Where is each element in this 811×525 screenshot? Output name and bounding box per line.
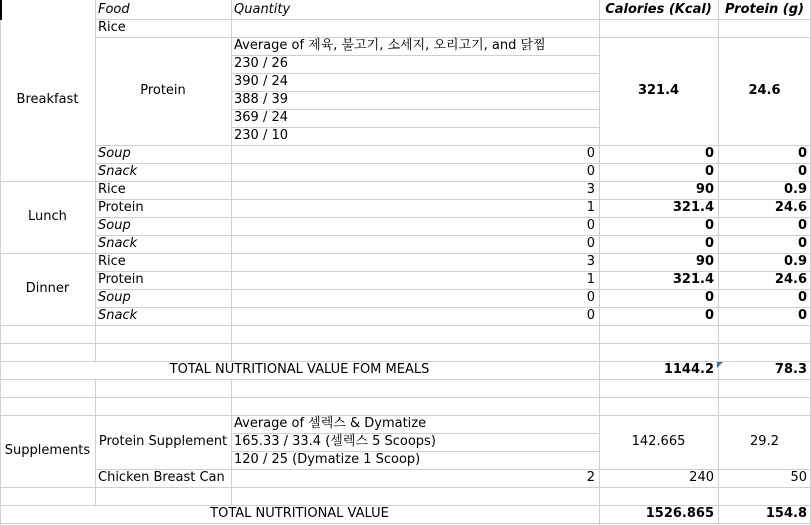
breakfast-protein-item[interactable]: 390 / 24 bbox=[234, 74, 288, 89]
breakfast-snack-qty[interactable]: 0 bbox=[586, 164, 595, 179]
gridline bbox=[0, 397, 811, 398]
lunch-protein-protein[interactable]: 24.6 bbox=[774, 200, 807, 215]
dinner-protein-protein[interactable]: 24.6 bbox=[774, 272, 807, 287]
dinner-soup-qty[interactable]: 0 bbox=[586, 290, 595, 305]
text-cursor bbox=[0, 0, 2, 20]
lunch-label[interactable]: Lunch bbox=[28, 209, 67, 224]
protein-supplement-line[interactable]: 165.33 / 33.4 (셀렉스 5 Scoops) bbox=[234, 434, 436, 449]
protein-supplement[interactable]: Protein Supplement bbox=[98, 434, 228, 449]
lunch-soup-protein[interactable]: 0 bbox=[797, 218, 807, 233]
dinner-snack-protein[interactable]: 0 bbox=[797, 308, 807, 323]
breakfast-protein-grams[interactable]: 24.6 bbox=[748, 83, 781, 98]
supplements-label[interactable]: Supplements bbox=[4, 443, 91, 458]
dinner-protein[interactable]: Protein bbox=[98, 272, 144, 287]
breakfast-protein-item[interactable]: 369 / 24 bbox=[234, 110, 288, 125]
lunch-snack-qty[interactable]: 0 bbox=[586, 236, 595, 251]
lunch-rice[interactable]: Rice bbox=[98, 182, 126, 197]
breakfast-protein-calories[interactable]: 321.4 bbox=[637, 83, 680, 98]
breakfast-snack-protein[interactable]: 0 bbox=[797, 164, 807, 179]
lunch-protein-qty[interactable]: 1 bbox=[586, 200, 595, 215]
lunch-soup-qty[interactable]: 0 bbox=[586, 218, 595, 233]
lunch-soup-calories[interactable]: 0 bbox=[704, 218, 714, 233]
protein-supplement-line[interactable]: 120 / 25 (Dymatize 1 Scoop) bbox=[234, 452, 421, 467]
breakfast-protein-item[interactable]: 388 / 39 bbox=[234, 92, 288, 107]
gridline bbox=[0, 379, 811, 380]
dinner-soup-protein[interactable]: 0 bbox=[797, 290, 807, 305]
grand-total-label[interactable]: TOTAL NUTRITIONAL VALUE bbox=[210, 506, 389, 521]
meals-total-label[interactable]: TOTAL NUTRITIONAL VALUE FOM MEALS bbox=[169, 362, 430, 377]
breakfast-soup-calories[interactable]: 0 bbox=[704, 146, 714, 161]
chicken-breast-can-protein[interactable]: 50 bbox=[790, 470, 807, 485]
breakfast-protein-label[interactable]: Protein bbox=[140, 83, 186, 98]
breakfast-protein-item[interactable]: 230 / 10 bbox=[234, 128, 288, 143]
breakfast-soup[interactable]: Soup bbox=[98, 146, 131, 161]
dinner-label[interactable]: Dinner bbox=[25, 281, 70, 296]
gridline bbox=[0, 325, 811, 326]
gridline bbox=[0, 343, 811, 344]
dinner-soup[interactable]: Soup bbox=[98, 290, 131, 305]
gridline bbox=[0, 487, 811, 488]
dinner-rice-calories[interactable]: 90 bbox=[695, 254, 714, 269]
header-food[interactable]: Food bbox=[98, 2, 130, 17]
chicken-breast-can-qty[interactable]: 2 bbox=[586, 470, 595, 485]
lunch-snack-protein[interactable]: 0 bbox=[797, 236, 807, 251]
gridline bbox=[0, 523, 811, 524]
protein-supplement-calories[interactable]: 142.665 bbox=[631, 434, 686, 449]
dinner-rice-qty[interactable]: 3 bbox=[586, 254, 595, 269]
dinner-soup-calories[interactable]: 0 bbox=[704, 290, 714, 305]
header-protein[interactable]: Protein (g) bbox=[725, 2, 804, 17]
dinner-protein-calories[interactable]: 321.4 bbox=[672, 272, 714, 287]
lunch-rice-qty[interactable]: 3 bbox=[586, 182, 595, 197]
chicken-breast-can-calories[interactable]: 240 bbox=[689, 470, 714, 485]
dinner-rice-protein[interactable]: 0.9 bbox=[783, 254, 807, 269]
breakfast-rice[interactable]: Rice bbox=[98, 20, 126, 35]
lunch-rice-protein[interactable]: 0.9 bbox=[783, 182, 807, 197]
protein-supplement-protein[interactable]: 29.2 bbox=[750, 434, 779, 449]
breakfast-protein-item[interactable]: 230 / 26 bbox=[234, 56, 288, 71]
dinner-snack-qty[interactable]: 0 bbox=[586, 308, 595, 323]
breakfast-snack-calories[interactable]: 0 bbox=[704, 164, 714, 179]
comment-marker-icon[interactable] bbox=[717, 362, 723, 368]
lunch-snack[interactable]: Snack bbox=[98, 236, 138, 251]
breakfast-snack[interactable]: Snack bbox=[98, 164, 138, 179]
lunch-protein[interactable]: Protein bbox=[98, 200, 144, 215]
header-calories[interactable]: Calories (Kcal) bbox=[605, 2, 712, 17]
meals-total-calories[interactable]: 1144.2 bbox=[663, 362, 714, 377]
dinner-rice[interactable]: Rice bbox=[98, 254, 126, 269]
header-quantity[interactable]: Quantity bbox=[234, 2, 291, 17]
dinner-snack-calories[interactable]: 0 bbox=[704, 308, 714, 323]
lunch-rice-calories[interactable]: 90 bbox=[695, 182, 714, 197]
dinner-protein-qty[interactable]: 1 bbox=[586, 272, 595, 287]
dinner-snack[interactable]: Snack bbox=[98, 308, 138, 323]
chicken-breast-can[interactable]: Chicken Breast Can bbox=[98, 470, 225, 485]
breakfast-soup-protein[interactable]: 0 bbox=[797, 146, 807, 161]
lunch-protein-calories[interactable]: 321.4 bbox=[672, 200, 714, 215]
lunch-soup[interactable]: Soup bbox=[98, 218, 131, 233]
protein-supplement-average[interactable]: Average of 셀렉스 & Dymatize bbox=[234, 416, 427, 431]
grand-total-calories[interactable]: 1526.865 bbox=[645, 506, 714, 521]
grand-total-protein[interactable]: 154.8 bbox=[765, 506, 807, 521]
breakfast-soup-qty[interactable]: 0 bbox=[586, 146, 595, 161]
breakfast-label[interactable]: Breakfast bbox=[16, 92, 79, 107]
lunch-snack-calories[interactable]: 0 bbox=[704, 236, 714, 251]
breakfast-protein-average[interactable]: Average of 제육, 불고기, 소세지, 오리고기, and 닭찜 bbox=[234, 38, 546, 53]
meals-total-protein[interactable]: 78.3 bbox=[774, 362, 807, 377]
